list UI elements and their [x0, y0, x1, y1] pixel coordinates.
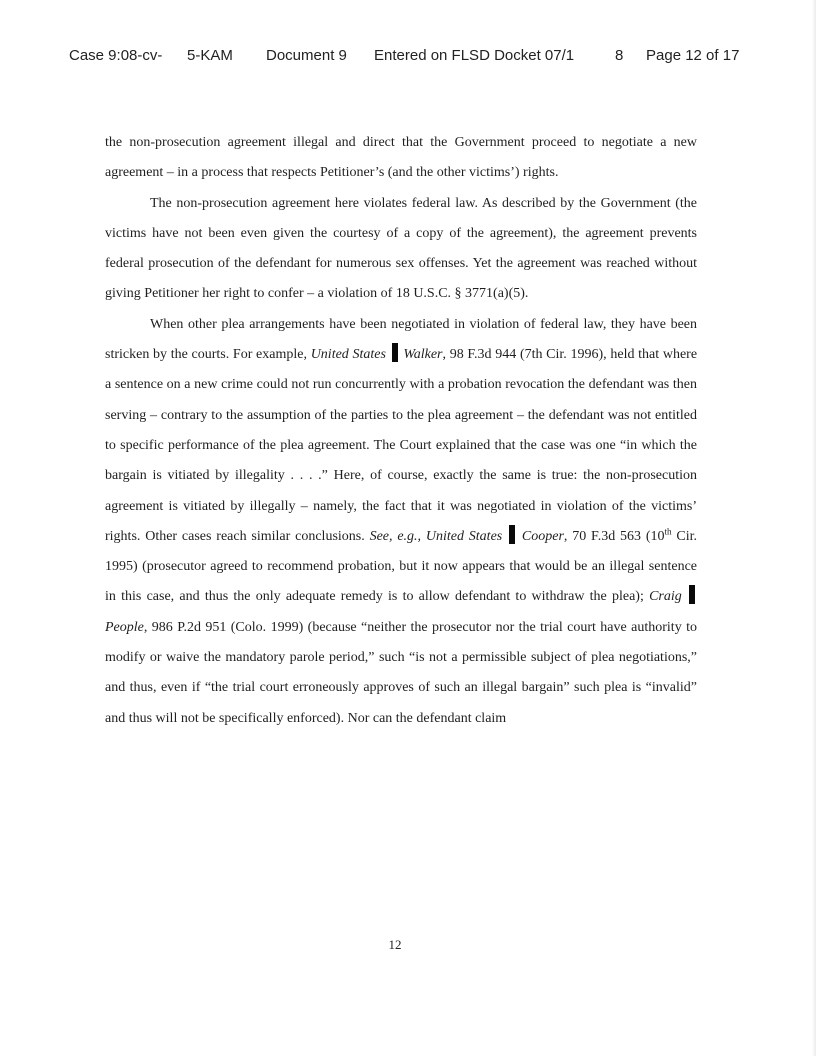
header-docket-entry: Entered on FLSD Docket 07/1 — [374, 47, 575, 64]
paragraph-1: the non-prosecution agreement illegal and direct that the Government proceed to negotiate a new agreement – in a process that respects Petitioner’s (and the other victims’) rights. — [105, 135, 697, 181]
citation-1-party-1: United States — [310, 347, 386, 363]
redaction-mark — [392, 343, 398, 362]
header-case-number: Case 9:08-cv- — [69, 47, 163, 64]
header-case-suffix: 5-KAM — [187, 47, 233, 64]
citation-2-party-2: Cooper — [521, 528, 564, 544]
citation-3-party-1: Craig — [649, 589, 682, 605]
scan-edge-shadow — [812, 0, 816, 1056]
citation-3-party-2: People — [105, 619, 144, 635]
citation-signal: See, e.g., United States — [369, 528, 503, 544]
p3-text-2: , 98 F.3d 944 (7th Cir. 1996), held that where a sentence on a new crime could not run concurrently with a probation revocation the defendant was then serving – contrary to the assumption of the parties to the plea agreement – the defendant was not entitled to specific performance of the plea agreement. The Court explained that the case was one “in which the bargain is vitiated by illegality . . . .” Here, of course, exactly the same is true: the non-prosecution agreement is vitiated by illegally – namely, the fact that it was negotiated in violation of the victims’ rights. Other cases reach similar conclusions. — [105, 347, 698, 544]
p3-text-5: , 986 P.2d 951 (Colo. 1999) (because “neither the prosecutor nor the trial court have authority to modify or waive the mandatory parole period,” such “is not a permissible subject of plea negotiations,” and thus, even if “the trial court erroneously approves of such an illegal bargain” such plea is “invalid” and thus will not be specifically enforced). Nor can the defendant claim — [105, 619, 697, 726]
page-number: 12 — [388, 937, 402, 952]
redaction-mark — [509, 525, 515, 544]
body-text — [105, 128, 697, 734]
p3-text-1: When other plea arrangements have been negotiated in violation of federal law, they have been stricken by the courts. For example, — [105, 316, 697, 363]
header-document-number: Document 9 — [266, 47, 347, 64]
p3-text-3: , 70 F.3d 563 (10 — [563, 528, 665, 544]
citation-1-party-2: Walker — [403, 347, 443, 363]
header-page-count: Page 12 of 17 — [646, 47, 740, 64]
paragraph-2: The non-prosecution agreement here violates federal law. As described by the Government (the victims have not been even given the courtesy of a copy of the agreement), the agreement prevents federal prosecution of the defendant for numerous sex offenses. Yet the agreement was reached without giving Petitioner her right to confer – a violation of 18 U.S.C. § 3771(a)(5). — [105, 195, 697, 302]
paragraph-3 — [105, 310, 697, 734]
redaction-mark — [689, 585, 695, 604]
ordinal-superscript: th — [664, 526, 672, 537]
header-docket-fragment: 8 — [615, 47, 624, 64]
p3-text-4: Cir. 1995) (prosecutor agreed to recommend probation, but it now appears that would be an illegal sentence in this case, and thus the only adequate remedy is to allow defendant to withdraw the plea); — [105, 528, 697, 605]
